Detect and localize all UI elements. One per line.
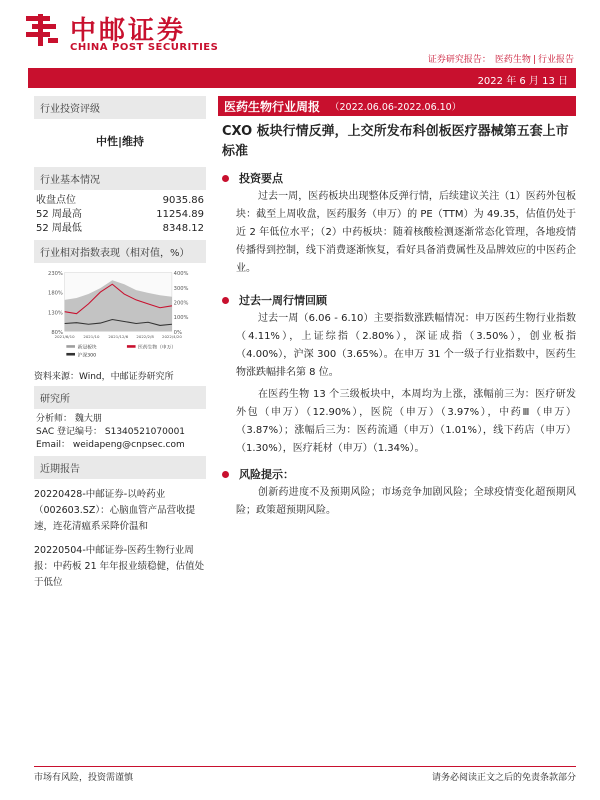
paragraph: 过去一周，医药板块出现整体反弹行情，后续建议关注（1）医药外包板块：截至上周收盘，医药服务（申万）的 PE（TTM）为 49.35，估值仍处于近 2 年低位水平；（2）中药板块：随着核酸检测逐渐常态化管理，各地疫情传播得到控制，线下消费逐渐恢复，看好具备消费属性及品牌效应的中医药企业。 bbox=[236, 191, 576, 274]
relative-performance-chart bbox=[34, 269, 206, 359]
section-heading: 投资要点 bbox=[239, 172, 283, 185]
bullet-icon bbox=[222, 297, 229, 304]
legend-label: 沪深300 bbox=[77, 353, 97, 359]
analyst-name: 分析师： 魏大朋 bbox=[36, 414, 102, 424]
basic-key: 52 周最低 bbox=[36, 223, 82, 234]
analyst-heading: 研究所 bbox=[34, 386, 206, 409]
legend-swatch bbox=[66, 345, 75, 348]
report-series-title: 医药生物行业周报 bbox=[224, 99, 321, 114]
x-tick: 2022/2/8 bbox=[136, 334, 154, 340]
recent-heading: 近期报告 bbox=[34, 456, 206, 479]
section-heading: 过去一周行情回顾 bbox=[239, 294, 327, 307]
paragraph: 在医药生物 13 个三级板块中，本周均为上涨，涨幅前三为：医疗研发外包（申万）（12.90%），医院（申万）（3.97%），中药Ⅲ（申万）（3.87%）；涨幅后三为：医药流通（申万）（1.01%），线下药店（申万）（1.30%），医疗耗材（申万）（1.34%）。 bbox=[236, 389, 576, 454]
basic-key: 52 周最高 bbox=[36, 209, 82, 220]
paragraph: 过去一周（6.06 - 6.10）主要指数涨跌幅情况：申万医药生物行业指数（4.11%），上证综指（2.80%），深证成指（3.50%），创业板指（4.00%），沪深 300（3.65%）。在申万 31 个一级子行业指数中，医药生物涨跌幅排名第 8 位。 bbox=[236, 313, 576, 378]
section-risk bbox=[218, 466, 576, 482]
report-title-bar bbox=[218, 96, 576, 116]
header-breadcrumb: 证券研究报告： 医药生物 | 行业报告 bbox=[427, 55, 574, 65]
company-logo bbox=[16, 8, 219, 58]
y-tick-right: 100% bbox=[173, 315, 189, 322]
basic-row-high bbox=[34, 208, 206, 222]
y-tick-right: 0% bbox=[173, 329, 182, 336]
legend-label: 新冠板块 bbox=[77, 345, 97, 351]
recent-reports bbox=[34, 456, 206, 591]
legend-swatch bbox=[66, 353, 75, 356]
y-tick-right: 400% bbox=[173, 271, 189, 278]
report-period: （2022.06.06-2022.06.10） bbox=[330, 102, 462, 113]
analyst-sac: SAC 登记编号： S1340521070001 bbox=[36, 427, 186, 437]
chart-heading: 行业相对指数表现（相对值，%） bbox=[34, 240, 206, 263]
chart-source: 资料来源：Wind，中邮证券研究所 bbox=[34, 372, 174, 382]
y-tick-left: 130% bbox=[48, 310, 63, 317]
legend-label: 医药生物（申万） bbox=[138, 345, 177, 351]
x-tick: 2021/12/6 bbox=[108, 334, 129, 340]
rating-heading: 行业投资评级 bbox=[34, 96, 206, 119]
x-tick: 2021/6/10 bbox=[54, 334, 75, 340]
basic-value: 11254.89 bbox=[156, 209, 204, 220]
legend-swatch bbox=[127, 345, 136, 348]
y-tick-left: 230% bbox=[48, 271, 63, 278]
footer-divider bbox=[34, 766, 576, 767]
footer-right: 请务必阅读正文之后的免责条款部分 bbox=[431, 773, 576, 783]
basic-value: 8348.12 bbox=[162, 223, 204, 234]
rating-value: 中性|维持 bbox=[95, 135, 145, 148]
breadcrumb-2: 医药生物 bbox=[494, 55, 531, 65]
bullet-icon bbox=[222, 471, 229, 478]
basic-info-heading: 行业基本情况 bbox=[34, 167, 206, 190]
x-tick: 2022/4/20 bbox=[161, 334, 182, 340]
y-tick-left: 180% bbox=[48, 290, 63, 297]
logo-mark-icon bbox=[22, 10, 62, 50]
report-date: 2022 年 6 月 13 日 bbox=[477, 76, 568, 87]
x-tick: 2021/10 bbox=[83, 334, 100, 340]
basic-key: 收盘点位 bbox=[36, 195, 76, 206]
y-tick-right: 200% bbox=[173, 300, 189, 307]
basic-row-close bbox=[34, 194, 206, 208]
logo-en-text: CHINA POST SECURITIES bbox=[70, 42, 219, 53]
y-tick-right: 300% bbox=[173, 285, 189, 292]
analyst-info bbox=[34, 413, 206, 452]
analyst-email[interactable]: Email： weidapeng@cnpsec.com bbox=[36, 440, 185, 450]
basic-row-low bbox=[34, 222, 206, 236]
breadcrumb-3: 行业报告 bbox=[537, 55, 574, 65]
recent-report-item[interactable]: 20220428-中邮证券-以岭药业（002603.SZ）：心脑血管产品营收提速，连花清瘟系采降价温和 bbox=[34, 489, 196, 532]
basic-value: 9035.86 bbox=[162, 195, 204, 206]
section-heading: 风险提示： bbox=[239, 468, 294, 481]
section-investment-points bbox=[218, 170, 576, 186]
bullet-icon bbox=[222, 175, 229, 182]
report-headline: CXO 板块行情反弹，上交所发布科创板医疗器械第五套上市标准 bbox=[222, 124, 569, 159]
main-content bbox=[218, 96, 576, 520]
section-market-review bbox=[218, 292, 576, 308]
recent-report-item[interactable]: 20220504-中邮证券-医药生物行业周报：中药板 21 年年报业绩稳健，估值处于低位 bbox=[34, 545, 205, 588]
breadcrumb-1: 证券研究报告： bbox=[427, 55, 491, 65]
date-bar bbox=[28, 68, 576, 88]
footer-left: 市场有风险，投资需谨慎 bbox=[34, 773, 134, 783]
logo-cn-text: 中邮证券 bbox=[70, 16, 187, 46]
y-tick-left: 80% bbox=[51, 329, 63, 336]
paragraph: 创新药进度不及预期风险；市场竞争加剧风险；全球疫情变化超预期风险；政策超预期风险。 bbox=[236, 487, 576, 516]
left-sidebar bbox=[34, 96, 206, 452]
